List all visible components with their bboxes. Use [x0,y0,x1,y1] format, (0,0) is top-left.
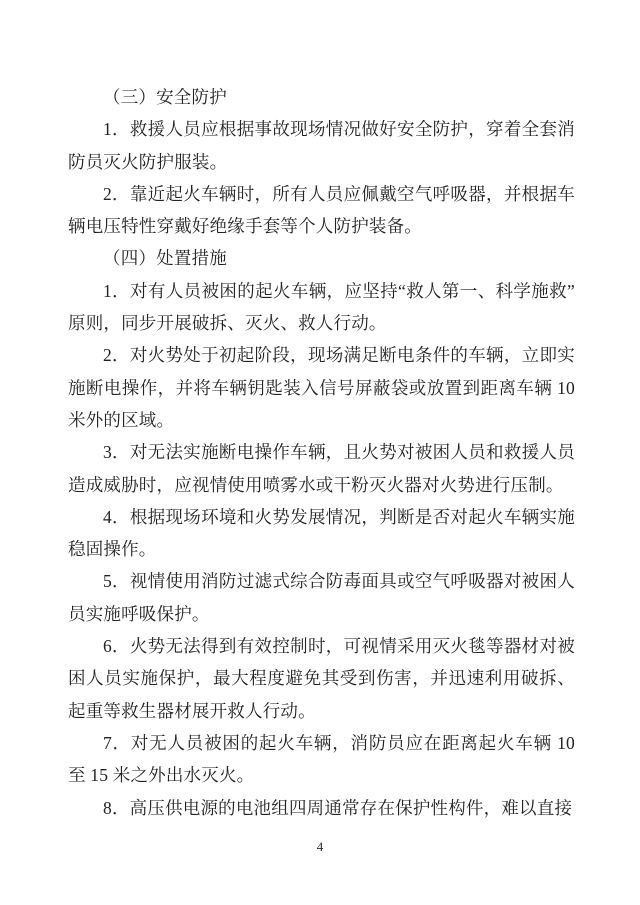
paragraph [68,501,575,566]
text-line: 稳固操作。 [68,539,157,560]
paragraph [68,275,575,340]
text-line: 造成威胁时，应视情使用喷雾水或干粉灭火器对火势进行压制。 [68,474,564,495]
text-line: 员实施呼吸保护。 [68,603,210,624]
text-line: 米外的区域。 [68,409,175,430]
document-content [68,81,575,824]
text-line: 6．火势无法得到有效控制时，可视情采用灭火毯等器材对被 [103,636,575,657]
text-line: 防员灭火防护服装。 [68,151,228,172]
paragraph [68,436,575,501]
paragraph [68,792,575,824]
text-line: 至 15 米之外出水灭火。 [68,765,255,786]
paragraph [68,565,575,630]
text-line: 起重等救生器材展开救人行动。 [68,700,316,721]
text-line: 辆电压特性穿戴好绝缘手套等个人防护装备。 [68,216,422,237]
text-line: 2．靠近起火车辆时，所有人员应佩戴空气呼吸器，并根据车 [103,183,575,204]
page-number: 4 [316,839,324,854]
text-line: 5．视情使用消防过滤式综合防毒面具或空气呼吸器对被困人 [103,571,575,592]
paragraph [68,113,575,178]
section-heading [68,242,575,274]
text-line: （三）安全防护 [103,87,227,107]
text-line: 1．救援人员应根据事故现场情况做好安全防护，穿着全套消 [103,119,575,140]
text-line: 4．根据现场环境和火势发展情况，判断是否对起火车辆实施 [103,506,575,527]
text-line: 施断电操作，并将车辆钥匙装入信号屏蔽袋或放置到距离车辆 10 [68,377,575,398]
paragraph [68,630,575,727]
text-line: 2．对火势处于初起阶段，现场满足断电条件的车辆，立即实 [103,345,575,366]
text-line: 1．对有人员被困的起火车辆，应坚持“救人第一、科学施救” [103,280,575,301]
text-line: 原则，同步开展破拆、灭火、救人行动。 [68,313,387,334]
text-line: 3．对无法实施断电操作车辆，且火势对被困人员和救援人员 [103,442,575,463]
text-line: 困人员实施保护，最大程度避免其受到伤害，并迅速利用破拆、 [68,668,575,689]
text-line: （四）处置措施 [103,248,227,269]
text-line: 8．高压供电源的电池组四周通常存在保护性构件，难以直接 [103,797,573,818]
section-heading [68,81,575,113]
paragraph [68,339,575,436]
paragraph [68,727,575,792]
text-line: 7．对无人员被困的起火车辆，消防员应在距离起火车辆 10 [103,732,575,753]
paragraph [68,178,575,243]
